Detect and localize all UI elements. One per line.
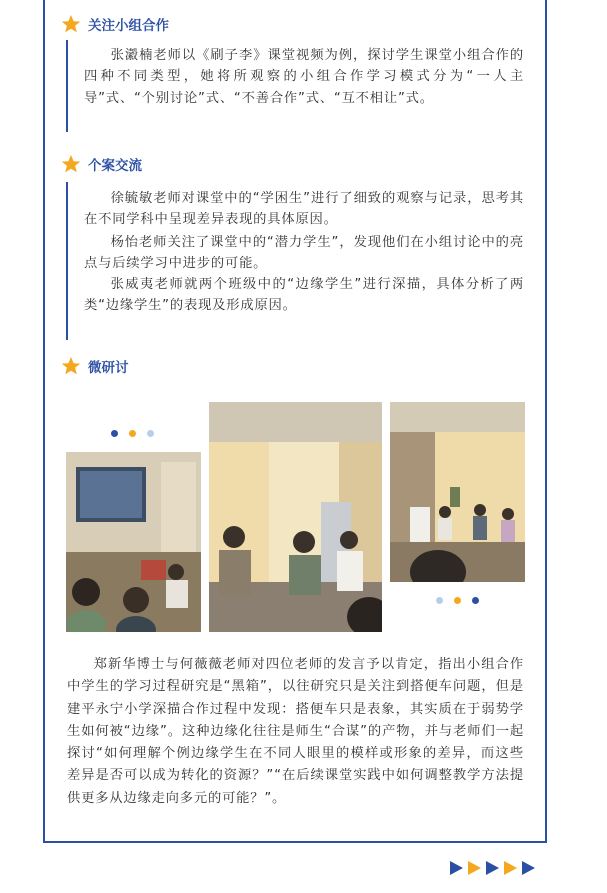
- carousel-dot[interactable]: [436, 597, 443, 604]
- carousel-dot[interactable]: [129, 430, 136, 437]
- section-header-case-exchange: [61, 154, 142, 174]
- arrow-right-icon: [450, 861, 463, 875]
- section-header-micro-seminar: [61, 356, 129, 376]
- photo-seminar-front: [390, 402, 525, 582]
- arrow-right-icon: [522, 861, 535, 875]
- carousel-dot[interactable]: [472, 597, 479, 604]
- carousel-dot[interactable]: [111, 430, 118, 437]
- arrow-right-icon: [468, 861, 481, 875]
- paragraph: 徐毓敏老师对课堂中的“学困生”进行了细致的观察与记录，思考其在不同学科中呈现差异表现的具体原因。: [84, 191, 524, 228]
- section-title: 微研讨: [88, 360, 129, 376]
- carousel-dots-right[interactable]: [436, 597, 479, 604]
- photo-seminar-projector: [66, 452, 201, 632]
- paragraph: 杨怡老师关注了课堂中的“潜力学生”，发现他们在小组讨论中的亮点与后续学习中进步的可能。: [84, 235, 524, 272]
- section-title: 个案交流: [88, 158, 142, 174]
- section-divider-line: [66, 182, 68, 340]
- star-icon: [61, 356, 81, 376]
- arrow-right-icon: [504, 861, 517, 875]
- carousel-dot[interactable]: [454, 597, 461, 604]
- section-header-group-cooperation: [61, 14, 169, 34]
- arrow-right-icon: [486, 861, 499, 875]
- star-icon: [61, 14, 81, 34]
- star-icon: [61, 154, 81, 174]
- photo-seminar-audience: [209, 402, 382, 632]
- section-title: 关注小组合作: [88, 18, 169, 34]
- carousel-dots-left[interactable]: [111, 430, 154, 437]
- carousel-dot[interactable]: [147, 430, 154, 437]
- paragraph: 张瀫楠老师以《刷子李》课堂视频为例，探讨学生课堂小组合作的四种不同类型，她将所观察的小组合作学习模式分为“一人主导”式、“个别讨论”式、“不善合作”式、“互不相让”式。: [84, 48, 524, 106]
- section-divider-line: [66, 40, 68, 132]
- summary-paragraph: 郑新华博士与何薇薇老师对四位老师的发言予以肯定，指出小组合作中学生的学习过程研究是“黑箱”，以往研究只是关注到搭便车问题，但是建平永宁小学深描合作过程中发现：搭便车只是表象，其实质在于弱势学生如何被“边缘”。这种边缘化往往是师生“合谋”的产物，并与老师们一起探讨“如何理解个例边缘学生在不同人眼里的模样或形象的差异，而这些差异是否可以成为转化的资源？”“在后续课堂实践中如何调整教学方法提供更多从边缘走向多元的可能？”。: [67, 657, 524, 806]
- paragraph: 张威夷老师就两个班级中的“边缘学生”进行深描，具体分析了两类“边缘学生”的表现及形成原因。: [84, 277, 524, 314]
- decorative-arrows: [450, 861, 535, 875]
